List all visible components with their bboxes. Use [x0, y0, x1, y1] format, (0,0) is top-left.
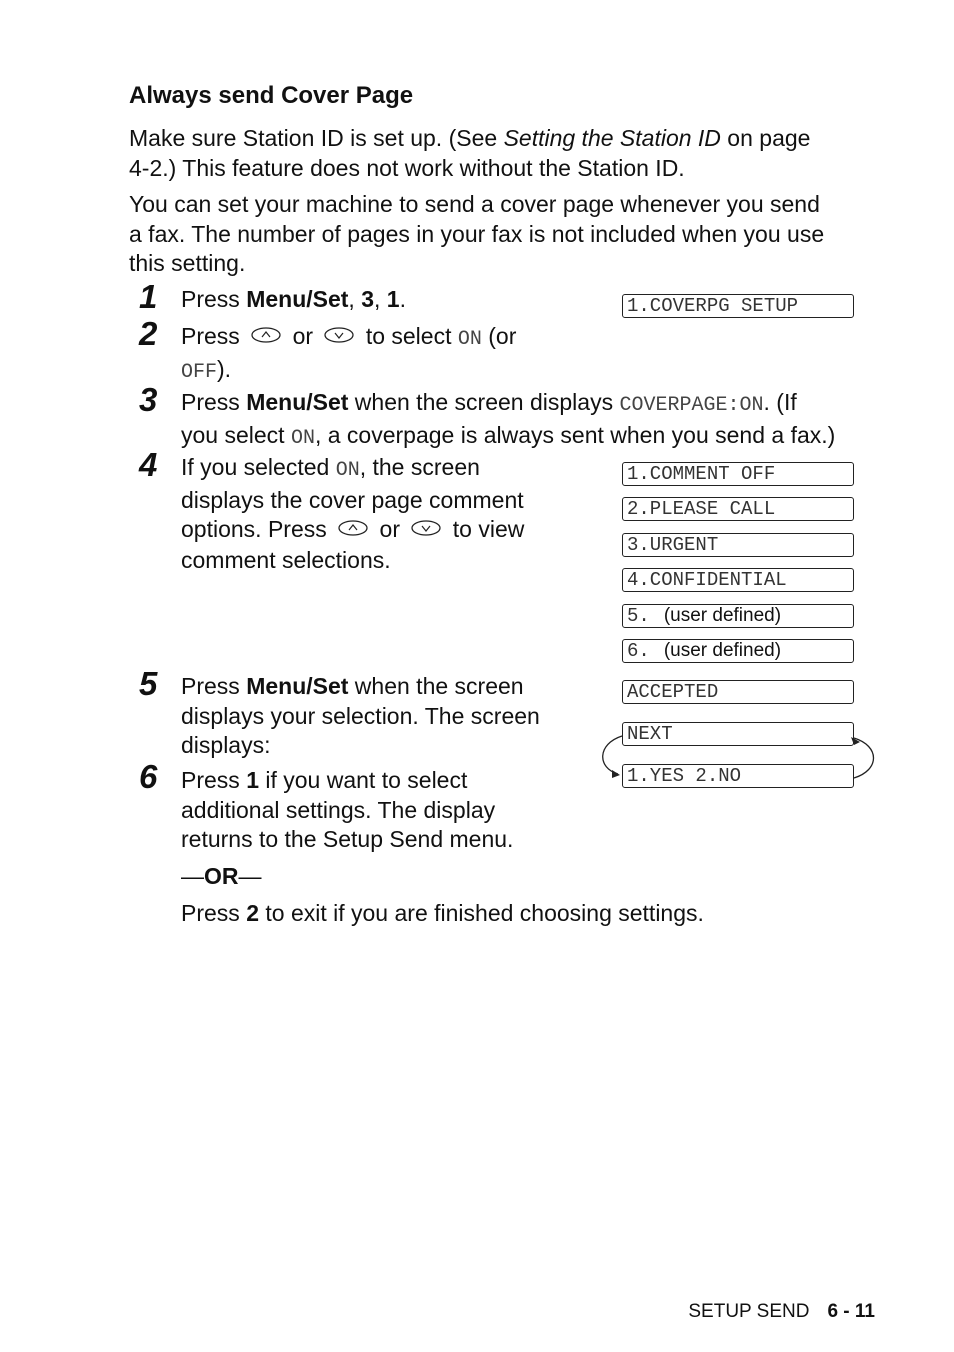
- lcd-user-defined-5: 5. (user defined): [622, 604, 854, 628]
- lcd-user-defined-6: 6. (user defined): [622, 639, 854, 663]
- step-number-2: 2: [139, 315, 158, 352]
- reference-title: Setting the Station ID: [503, 125, 721, 151]
- or-separator: —OR—: [181, 863, 262, 889]
- up-arrow-key-icon: [337, 516, 369, 546]
- step-3-text: Press Menu/Set when the screen displays COVERPAGE:ON. (If you select ON, a coverpage is always sent when you send a fax.): [181, 389, 836, 450]
- lcd-coverpg-setup: 1.COVERPG SETUP: [622, 294, 854, 318]
- intro-paragraph: Make sure Station ID is set up. (See Setting the Station ID on page 4-2.) This feature does not work without the Station ID.: [129, 125, 811, 181]
- step-5-text: Press Menu/Set when the screen displays your selection. The screen displays:: [181, 673, 540, 758]
- step-number-6: 6: [139, 758, 158, 795]
- step-6-alternative: Press 2 to exit if you are finished choosing settings.: [181, 900, 704, 926]
- page-footer: [688, 1301, 875, 1323]
- cycle-arrows-icon: [592, 730, 882, 790]
- lcd-yes-no: 1.YES 2.NO: [622, 764, 854, 788]
- down-arrow-key-icon: [323, 323, 355, 353]
- lcd-next: NEXT: [622, 722, 854, 746]
- step-number-5: 5: [139, 665, 158, 702]
- step-number-3: 3: [139, 381, 158, 418]
- section-heading: Always send Cover Page: [129, 82, 414, 109]
- step-number-4: 4: [139, 446, 158, 483]
- lcd-accepted: ACCEPTED: [622, 680, 854, 704]
- footer-section: SETUP SEND: [688, 1301, 810, 1322]
- step-number-1: 1: [139, 278, 158, 315]
- down-arrow-key-icon: [410, 516, 442, 546]
- lcd-confidential: 4.CONFIDENTIAL: [622, 568, 854, 592]
- step-1-text: Press Menu/Set, 3, 1.: [181, 286, 406, 312]
- lcd-urgent: 3.URGENT: [622, 533, 854, 557]
- lcd-comment-off: 1.COMMENT OFF: [622, 462, 854, 486]
- step-2-text: Press or to select ON (or OFF).: [181, 323, 517, 384]
- lcd-please-call: 2.PLEASE CALL: [622, 497, 854, 521]
- description-paragraph: You can set your machine to send a cover page whenever you send a fax. The number of pages in your fax is not included when you use this setting.: [129, 191, 825, 276]
- up-arrow-key-icon: [250, 323, 282, 353]
- step-6-text: Press 1 if you want to select additional settings. The display returns to the Setup Send menu.: [181, 767, 514, 852]
- footer-page-number: 6 - 11: [827, 1301, 875, 1322]
- step-4-text: If you selected ON, the screen displays the cover page comment options. Press or to view comment selections.: [181, 454, 525, 573]
